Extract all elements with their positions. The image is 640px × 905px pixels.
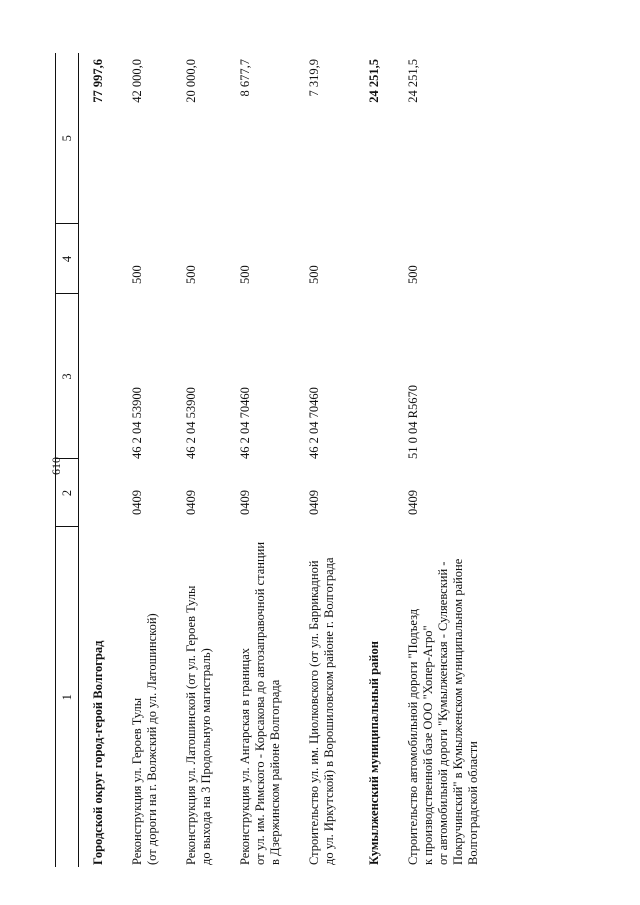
- row-section: [337, 459, 382, 527]
- column-header-amount: 5: [56, 53, 79, 224]
- row-expense-type: 500: [406, 265, 420, 284]
- row-name-line: (от дороги на г. Волжский до ул. Латошинской): [145, 613, 159, 865]
- table-row: [160, 53, 214, 867]
- row-section: 0409: [307, 490, 321, 515]
- row-name: [283, 527, 337, 867]
- row-amount: 20 000,0: [184, 59, 198, 103]
- row-name: [382, 527, 481, 867]
- row-name-line: Строительство ул. им. Циолковского (от ул. Баррикадной: [307, 560, 321, 865]
- row-expense-type: 500: [184, 265, 198, 284]
- row-section: 0409: [130, 490, 144, 515]
- column-header-target-article: 3: [56, 294, 79, 459]
- row-name-line: Строительство автомобильной дороги "Подъезд: [406, 608, 420, 865]
- column-header-section: 2: [56, 459, 79, 527]
- row-section: 0409: [238, 490, 252, 515]
- budget-table: [55, 53, 481, 867]
- row-name-line: от автомобильной дороги "Кумылженская - Суляевский -: [436, 561, 450, 865]
- row-amount: 24 251,5: [367, 59, 381, 103]
- row-name-line: от ул. им. Римского - Корсакова до автозаправочной станции: [253, 541, 267, 865]
- row-section: [79, 459, 107, 527]
- row-target-article: [79, 294, 107, 459]
- row-name-line: до ул. Иркутской) в Ворошиловском районе г. Волгограда: [322, 557, 336, 865]
- table-header-row: [56, 53, 79, 867]
- table-row: [214, 53, 283, 867]
- row-name-line: до выхода на 3 Продольную магистраль): [199, 648, 213, 865]
- row-name: [214, 527, 283, 867]
- row-amount: 8 677,7: [238, 59, 252, 97]
- group-row: [79, 53, 107, 867]
- table-row: [283, 53, 337, 867]
- row-expense-type: 500: [238, 265, 252, 284]
- row-name-line: Кумылженский муниципальный район: [367, 641, 381, 865]
- row-expense-type: [337, 224, 382, 294]
- row-target-article: 46 2 04 53900: [130, 387, 144, 459]
- row-target-article: 46 2 04 70460: [307, 387, 321, 459]
- row-name: [79, 527, 107, 867]
- row-name-line: Волгоградской области: [466, 741, 480, 865]
- row-name-line: Покручинский" в Кумылженском муниципальном районе: [451, 558, 465, 865]
- row-amount: 42 000,0: [130, 59, 144, 103]
- table-row: [106, 53, 160, 867]
- row-name-line: Городской округ город-герой Волгоград: [91, 640, 105, 865]
- row-target-article: [337, 294, 382, 459]
- row-expense-type: 500: [307, 265, 321, 284]
- row-name: [337, 527, 382, 867]
- row-amount: 77 997,6: [91, 59, 105, 103]
- row-target-article: 46 2 04 70460: [238, 387, 252, 459]
- row-name-line: Реконструкция ул. Ангарская в границах: [238, 647, 252, 865]
- budget-table-rotated: [55, 12, 605, 882]
- row-name-line: Реконструкция ул. Героев Тулы: [130, 697, 144, 865]
- column-header-expense-type: 4: [56, 224, 79, 294]
- row-target-article: 51 0 04 R5670: [406, 385, 420, 459]
- row-expense-type: 500: [130, 265, 144, 284]
- row-amount: 24 251,5: [406, 59, 420, 103]
- table-row: [382, 53, 481, 867]
- page-number: 610: [49, 457, 63, 475]
- row-name: [106, 527, 160, 867]
- table-body: [79, 53, 482, 867]
- row-amount: 7 319,9: [307, 59, 321, 97]
- row-expense-type: [79, 224, 107, 294]
- row-name: [160, 527, 214, 867]
- row-name-line: к производственной базе ООО "Хопер-Агро": [421, 625, 435, 865]
- row-name-line: в Дзержинском районе Волгограда: [268, 679, 282, 865]
- row-target-article: 46 2 04 53900: [184, 387, 198, 459]
- row-section: 0409: [406, 490, 420, 515]
- column-header-name: 1: [56, 527, 79, 867]
- row-name-line: Реконструкция ул. Латошинской (от ул. Героев Тулы: [184, 585, 198, 865]
- row-section: 0409: [184, 490, 198, 515]
- group-row: [337, 53, 382, 867]
